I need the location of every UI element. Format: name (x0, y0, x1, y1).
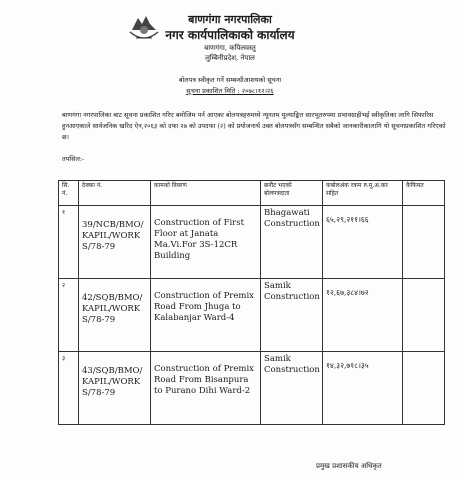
header-bid-amount: कबोलअंक रकम रु.मू.अ.कर सहित (323, 181, 403, 206)
signature-title: प्रमुख प्रशासकीय अधिकृत (316, 462, 382, 470)
municipality-name: बाणगंगा नगरपालिका (188, 13, 272, 26)
header-serial: सि. नं. (59, 181, 79, 206)
cell-remarks (403, 279, 445, 352)
cell-bid-amount: ६५,२९,२११।६६ (323, 206, 403, 279)
notice-subject: बोलपत्र स्वीकृत गर्ने सम्बन्धीआशयको सूचना (178, 76, 282, 84)
contract-table (58, 180, 445, 425)
table-row (59, 206, 445, 279)
cell-tender-no: 39/NCB/BMO/ KAPIL/WORK S/78-79 (79, 206, 151, 279)
notice-intro-paragraph: बाणगंगा नगरपालिका बाट सूचना प्रकाशित गरिए बमोजिम पर्न आएका बोलपत्रहरुमध्ये न्यूनतम मूल्याङ्कित सारभूतरुपमा प्रभावग्राहीभई स्वीकृतिका लागि सिफारिस हुनआएकाले सार्वजनिक खरिद ऐन,२०६३ को दफा २७ को उपदफा (२) को प्रयोजनार्थ उक्त बोलपत्रसँग सम्बन्धित सबैको जानकारीकालागि यो सूचनाप्रकाशित गरिएको छ। (62, 111, 446, 141)
cell-selected-bidder: Bhagawati Construction (261, 206, 323, 279)
cell-serial: १ (59, 206, 79, 279)
cell-selected-bidder: Samik Construction (261, 279, 323, 352)
header-tender-no: ठेक्का नं. (79, 181, 151, 206)
office-name: नगर कार्यपालिकाको कार्यालय (165, 28, 295, 42)
cell-selected-bidder: Samik Construction (261, 352, 323, 425)
office-address: बाणगंगा, कपिलवस्तु (204, 44, 256, 52)
table-header-row (59, 181, 445, 206)
cell-work-description: Construction of First Floor at Janata Ma.Vi.For 3S-12CR Building (151, 206, 261, 279)
header-selected-bidder: छनौट भएको बोलपत्रदाता (261, 181, 323, 206)
cell-work-description: Construction of Premix Road From Jhuga to Kalabanjar Ward-4 (151, 279, 261, 352)
table-row (59, 279, 445, 352)
cell-remarks (403, 352, 445, 425)
header-remarks: कैफियत (403, 181, 445, 206)
cell-serial: २ (59, 279, 79, 352)
cell-tender-no: 42/SQB/BMO/ KAPIL/WORK S/78-79 (79, 279, 151, 352)
details-label: तपसिल:- (62, 155, 85, 163)
cell-remarks (403, 206, 445, 279)
office-province: लुम्बिनीप्रदेश, नेपाल (205, 54, 255, 62)
table-row (59, 352, 445, 425)
cell-bid-amount: १२,६७,३८४।७२ (323, 279, 403, 352)
notice-publish-date: सूचना प्रकाशित मिति : २०७८।१२।२६ (186, 87, 274, 95)
cell-serial: ३ (59, 352, 79, 425)
cell-work-description: Construction of Premix Road From Bisanpura to Purano Dihi Ward-2 (151, 352, 261, 425)
cell-tender-no: 43/SQB/BMO/ KAPIL/WORK S/78-79 (79, 352, 151, 425)
header-work-description: कामको विवरण (151, 181, 261, 206)
cell-bid-amount: १४,३२,७१८।३५ (323, 352, 403, 425)
